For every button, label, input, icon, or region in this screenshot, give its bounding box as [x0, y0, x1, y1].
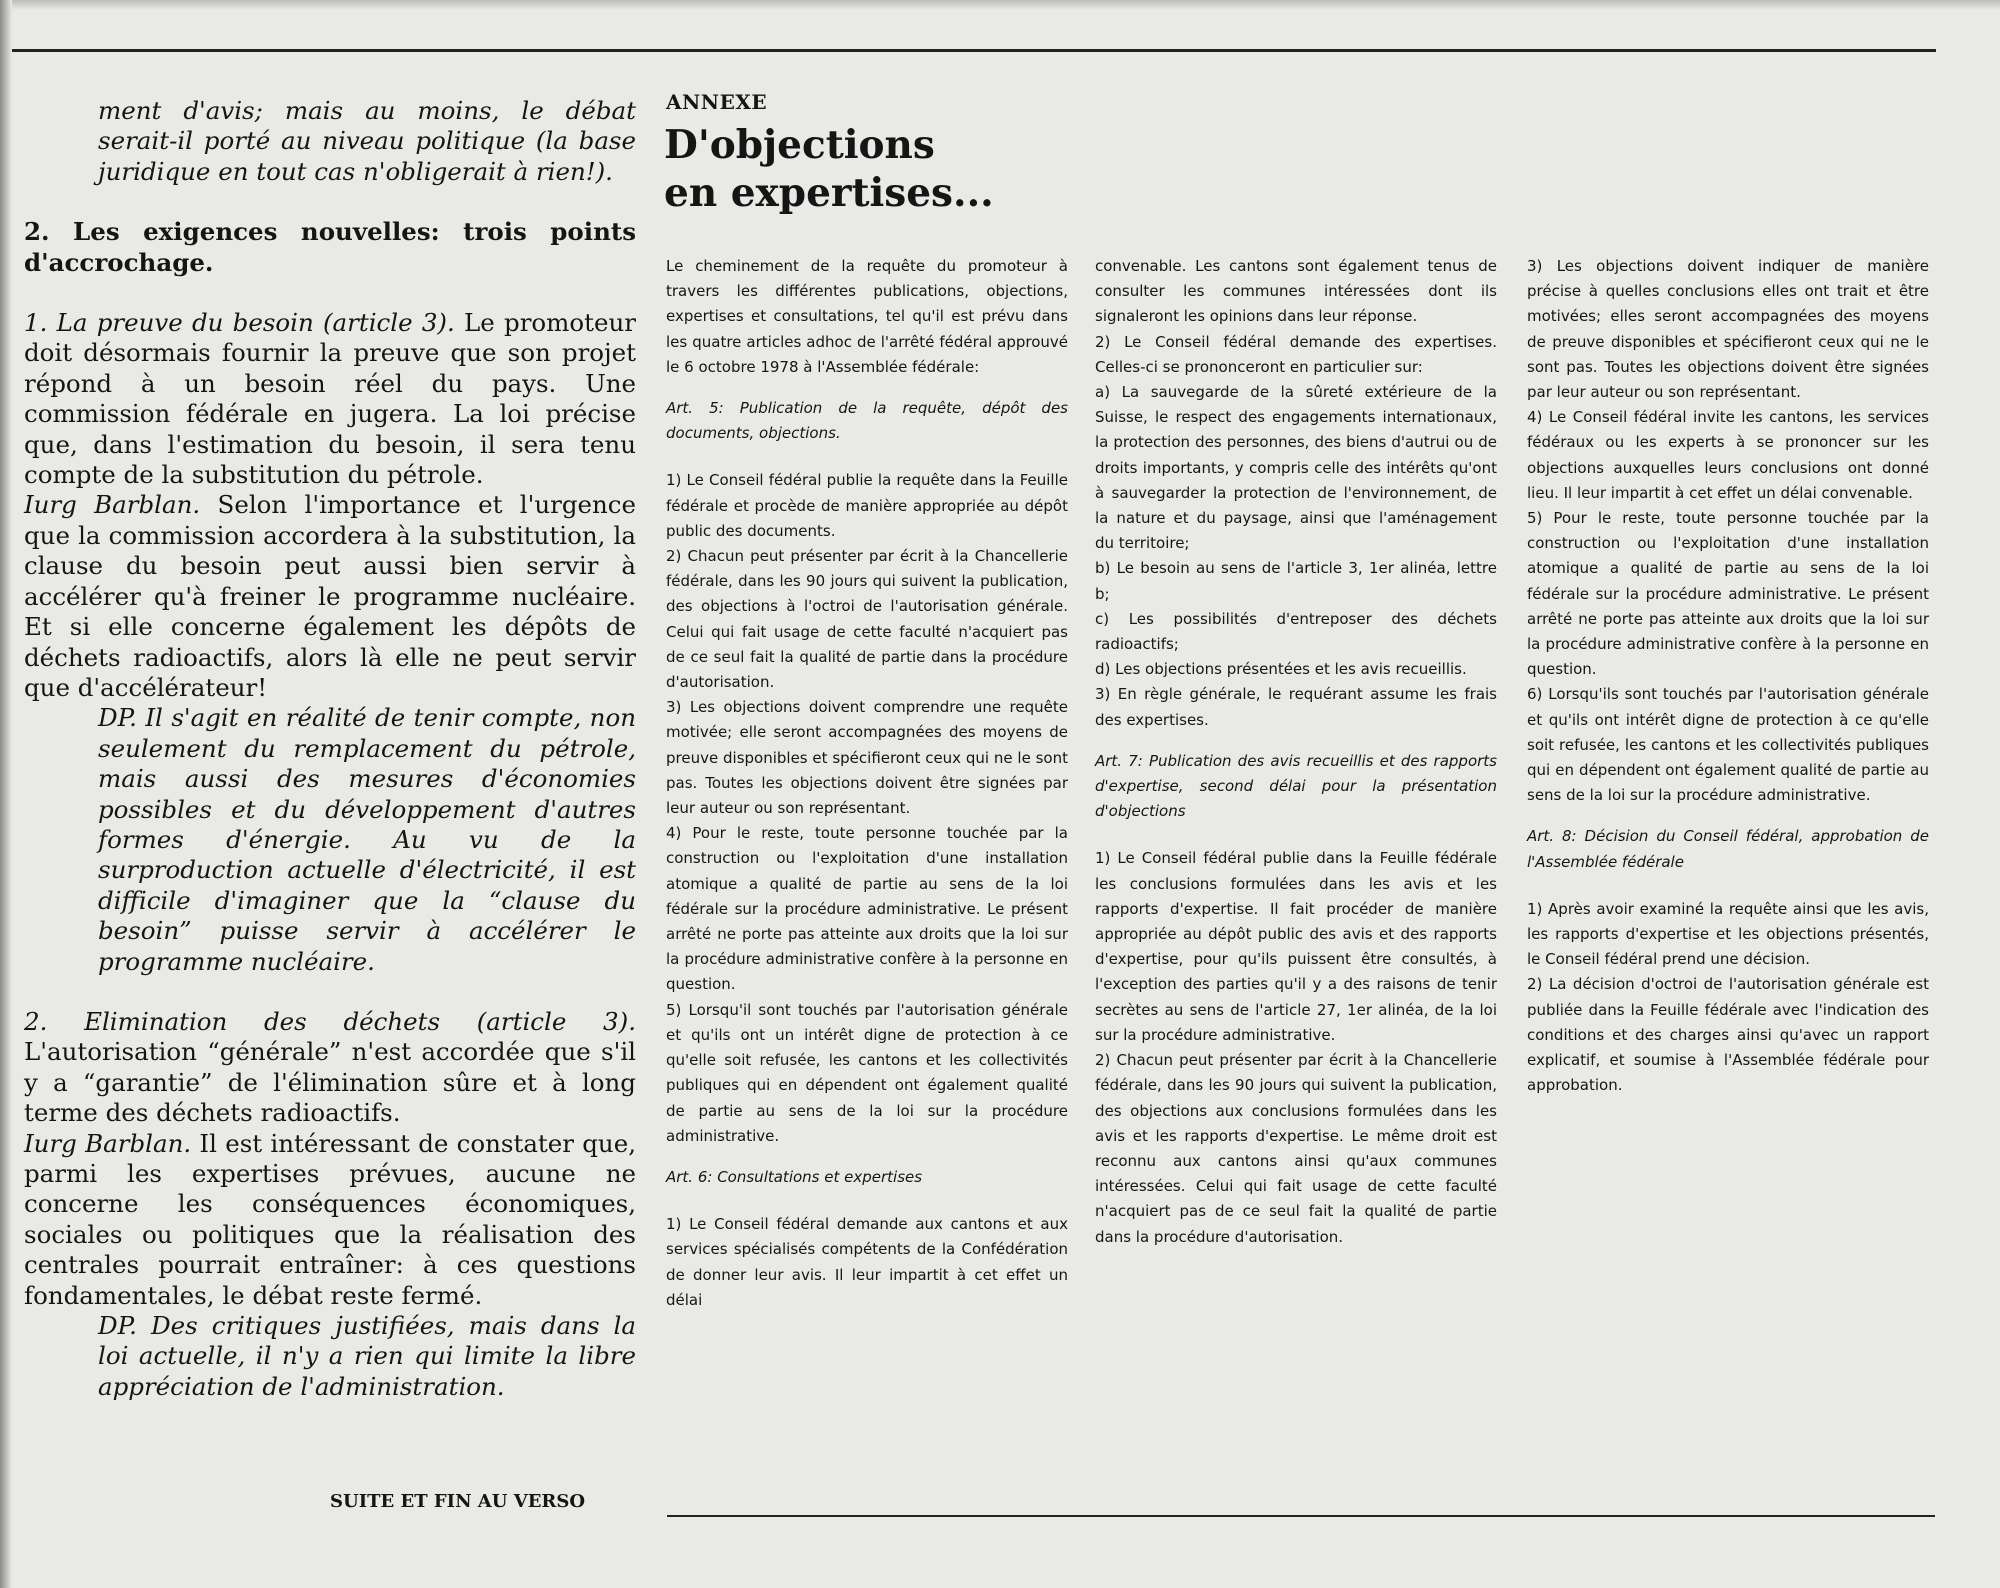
- paragraph-title: 1. La preuve du besoin (article 3).: [24, 308, 455, 338]
- article-paragraph: d) Les objections présentées et les avis recueillis.: [1095, 660, 1467, 679]
- article-paragraph: 6) Lorsqu'ils sont touchés par l'autorisation générale et qu'ils ont intérêt digne de protection à ce qu'elle soit refusée, les cantons et les collectivités publiques qui en dépendent ont également qualité de partie au sens de la loi sur la procédure administrative.: [1527, 685, 1929, 805]
- article-7-heading: Art. 7: Publication des avis recueillis et des rapports d'expertise, second délai pour la présentation d'objections: [1095, 751, 1497, 821]
- annexe-title-line-1: D'objections: [664, 122, 935, 168]
- left-paragraph-4: DP. Il s'agit en réalité de tenir compte, non seulement du remplacement du pétrole, mais aussi des mesures d'économies possibles et du développement d'autres formes d'énergie. Au vu de la surproduction actuelle d'électricité, il est difficile d'imaginer que la “clause du besoin” puisse servir à accélérer le programme nucléaire.: [98, 703, 636, 976]
- scan-left-edge: [0, 0, 12, 1588]
- article-paragraph: 4) Pour le reste, toute personne touchée par la construction ou l'exploitation d'une installation atomique a qualité de partie au sens de la loi fédérale sur la procédure administrative. Le présent arrêté ne porte pas atteinte aux droits que la loi sur la procédure administrative confère à la personne en question.: [666, 824, 1068, 994]
- article-paragraph: 3) En règle générale, le requérant assume les frais des expertises.: [1095, 685, 1497, 729]
- annexe-intro: Le cheminement de la requête du promoteur à travers les différentes publications, objections, expertises et consultations, tel qu'il est prévu dans les quatre articles adhoc de l'arrêté fédéral approuvé le 6 octobre 1978 à l'Assemblée fédérale:: [666, 257, 1068, 376]
- paragraph-body: L'autorisation “générale” n'est accordée que s'il y a “garantie” de l'élimination sûre et à long terme des déchets radioactifs.: [24, 1037, 636, 1128]
- annexe-title: [664, 121, 1264, 217]
- article-paragraph: 2) Chacun peut présenter par écrit à la Chancellerie fédérale, dans les 90 jours qui suivent la publication, des objections à l'octroi de l'autorisation générale. Celui qui fait usage de cette faculté n'acquiert pas de ce seul fait la qualité de partie dans la procédure d'autorisation.: [666, 547, 1068, 692]
- left-paragraph-6: [24, 1129, 636, 1311]
- speaker-name: Iurg Barblan.: [24, 1128, 192, 1158]
- article-paragraph: convenable. Les cantons sont également tenus de consulter les communes intéressées dont ils signaleront les opinions dans leur réponse.: [1095, 257, 1497, 326]
- speaker-name: Iurg Barblan.: [24, 490, 201, 520]
- annexe-column-2: [1095, 254, 1497, 1250]
- annexe-title-line-2: en expertises...: [664, 170, 994, 216]
- article-paragraph: 1) Le Conseil fédéral demande aux cantons et aux services spécialisés compétents de la Confédération de donner leur avis. Il leur impartit à cet effet un délai: [666, 1215, 1068, 1309]
- article-paragraph: c) Les possibilités d'entreposer des déchets radioactifs;: [1095, 609, 1497, 654]
- article-6-heading: Art. 6: Consultations et expertises: [666, 1167, 923, 1186]
- top-rule: [12, 49, 1936, 52]
- paragraph-title: 2. Elimination des déchets (article 3).: [24, 1006, 636, 1036]
- annexe-label: ANNEXE: [666, 90, 768, 114]
- left-paragraph-2: [24, 308, 636, 490]
- article-5-heading: Art. 5: Publication de la requête, dépôt des documents, objections.: [666, 399, 1068, 443]
- article-paragraph: 3) Les objections doivent indiquer de manière précise à quelles conclusions elles ont trait et être motivées; elles seront accompagnées des moyens de preuve disponibles et spécifieront ceux qui ne le sont pas. Toutes les objections doivent être signées par leur auteur ou son représentant.: [1527, 257, 1929, 402]
- left-paragraph-7: DP. Des critiques justifiées, mais dans la loi actuelle, il n'y a rien qui limite la libre appréciation de l'administration.: [98, 1311, 636, 1401]
- bottom-rule: [667, 1515, 1935, 1517]
- article-paragraph: a) La sauvegarde de la sûreté extérieure de la Suisse, le respect des engagements internationaux, la protection des personnes, des biens d'autrui ou de droits importants, y compris celle des intérêts qu'ont à sauvegarder la protection de l'environnement, de la nature et du paysage, ainsi que l'aménagement du territoire;: [1095, 383, 1497, 553]
- article-paragraph: 2) Le Conseil fédéral demande des expertises. Celles-ci se prononceront en particulier sur:: [1095, 332, 1497, 376]
- left-paragraph-1: ment d'avis; mais au moins, le débat serait-il porté au niveau politique (la base juridique en tout cas n'obligerait à rien!).: [98, 96, 636, 186]
- left-column: [24, 96, 636, 1402]
- article-paragraph: 5) Pour le reste, toute personne touchée par la construction ou l'exploitation d'une installation atomique a qualité de partie au sens de la loi fédérale sur la procédure administrative. Le présent arrêté ne porte pas atteinte aux droits que la loi sur la procédure administrative confère à la personne en question.: [1527, 509, 1929, 679]
- paragraph-body: Le promoteur doit désormais fournir la preuve que son projet répond à un besoin réel du pays. Une commission fédérale en jugera. La loi précise que, dans l'estimation du besoin, il sera tenu compte de la substitution du pétrole.: [24, 308, 636, 490]
- continued-note: SUITE ET FIN AU VERSO: [330, 1491, 586, 1512]
- article-paragraph: 3) Les objections doivent comprendre une requête motivée; elle seront accompagnées des moyens de preuve disponibles et spécifieront ceux qui ne le sont pas. Toutes les objections doivent être signées par leur auteur ou son représentant.: [666, 698, 1068, 818]
- article-paragraph: b) Le besoin au sens de l'article 3, 1er alinéa, lettre b;: [1095, 559, 1497, 603]
- section-heading: 2. Les exigences nouvelles: trois points d'accrochage.: [24, 217, 636, 277]
- article-paragraph: 1) Après avoir examiné la requête ainsi que les avis, les rapports d'expertise et les objections présentés, le Conseil fédéral prend une décision.: [1527, 899, 1929, 969]
- article-paragraph: 2) La décision d'octroi de l'autorisation générale est publiée dans la Feuille fédérale avec l'indication des conditions et des charges ainsi qu'avec un rapport explicatif, et soumise à l'Assemblée fédérale pour approbation.: [1527, 975, 1929, 1095]
- article-paragraph: 2) Chacun peut présenter par écrit à la Chancellerie fédérale, dans les 90 jours qui suivent la publication, des objections aux conclusions formulées dans les avis et les rapports d'expertise. Le même droit est reconnu aux cantons ainsi qu'aux communes intéressées. Celui qui fait usage de cette faculté n'acquiert pas de ce seul fait la qualité de partie dans la procédure d'autorisation.: [1095, 1051, 1497, 1246]
- left-paragraph-3: [24, 490, 636, 703]
- article-paragraph: 1) Le Conseil fédéral publie la requête dans la Feuille fédérale et procède de manière appropriée au dépôt public des documents.: [666, 471, 1068, 540]
- article-8-heading: Art. 8: Décision du Conseil fédéral, approbation de l'Assemblée fédérale: [1527, 827, 1929, 871]
- article-paragraph: 1) Le Conseil fédéral publie dans la Feuille fédérale les conclusions formulées dans les avis et les rapports d'expertise. Il fait procéder de manière appropriée au dépôt public des avis et des rapports d'expertise, pour qu'ils puissent être consultés, à l'exception des parties qu'il y a des raisons de tenir secrètes au sens de l'article 27, 1er alinéa, de la loi sur la procédure administrative.: [1095, 849, 1497, 1044]
- paragraph-body: Selon l'importance et l'urgence que la commission accordera à la substitution, la clause du besoin peut aussi bien servir à accélérer qu'à freiner le programme nucléaire. Et si elle concerne également les dépôts de déchets radioactifs, alors là elle ne peut servir que d'accélérateur!: [24, 490, 637, 702]
- paragraph-body: Il est intéressant de constater que, parmi les expertises prévues, aucune ne concerne les conséquences économiques, sociales ou politiques que la réalisation des centrales pourrait entraîner: à ces questions fondamentales, le débat reste fermé.: [24, 1128, 637, 1310]
- annexe-column-3: [1527, 254, 1929, 1099]
- left-paragraph-5: [24, 1007, 636, 1129]
- scan-top-edge: [0, 0, 2000, 10]
- article-paragraph: 5) Lorsqu'il sont touchés par l'autorisation générale et qu'ils ont un intérêt digne de protection à ce qu'elle soit refusée, les cantons et les collectivités publiques qui en dépendent ont également qualité de partie au sens de la loi sur la procédure administrative.: [666, 1000, 1068, 1145]
- annexe-column-1: [666, 254, 1068, 1313]
- article-paragraph: 4) Le Conseil fédéral invite les cantons, les services fédéraux ou les experts à se prononcer sur les objections auxquelles leurs conclusions ont donné lieu. Il leur impartit à cet effet un délai convenable.: [1527, 408, 1929, 502]
